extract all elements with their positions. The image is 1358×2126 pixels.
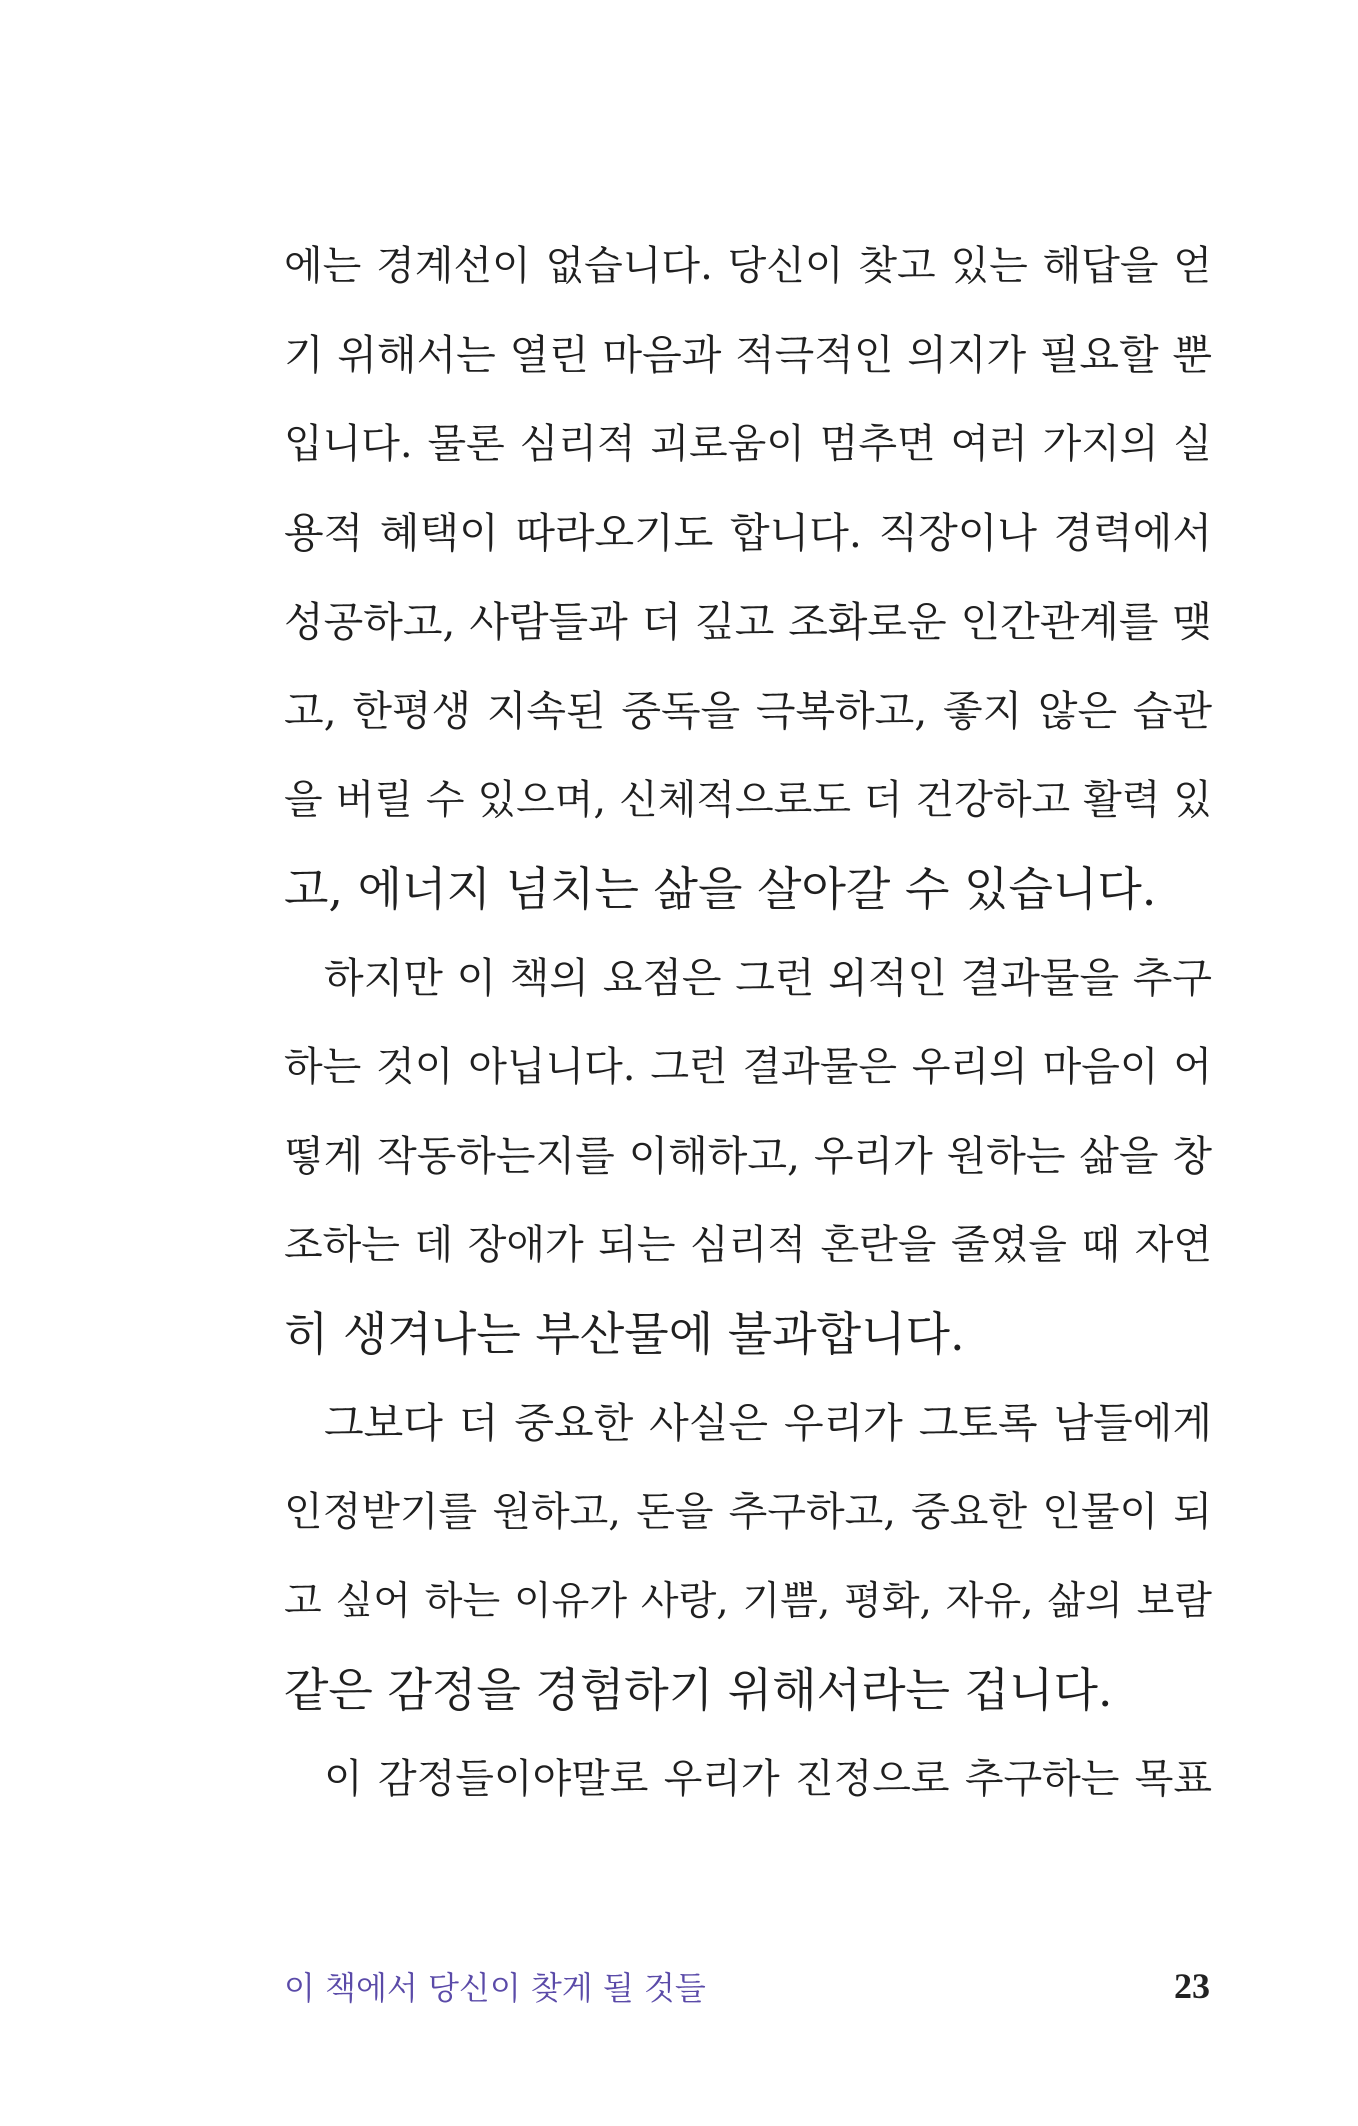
text-line-3: 입니다. 물론 심리적 괴로움이 멈추면 여러 가지의 실: [284, 421, 1212, 467]
text-line-15: 인정받기를 원하고, 돈을 추구하고, 중요한 인물이 되: [284, 1489, 1212, 1535]
text-line-11: 떻게 작동하는지를 이해하고, 우리가 원하는 삶을 창: [284, 1132, 1212, 1180]
text-line-10: 하는 것이 아닙니다. 그런 결과물은 우리의 마음이 어: [284, 1044, 1212, 1090]
text-line-6: 고, 한평생 지속된 중독을 극복하고, 좋지 않은 습관: [284, 687, 1212, 735]
text-line-18: 이 감정들이야말로 우리가 진정으로 추구하는 목표: [324, 1756, 1212, 1802]
text-line-5: 성공하고, 사람들과 더 깊고 조화로운 인간관계를 맺: [284, 598, 1212, 646]
text-line-7: 을 버릴 수 있으며, 신체적으로도 더 건강하고 활력 있: [284, 777, 1212, 823]
text-line-14: 그보다 더 중요한 사실은 우리가 그토록 남들에게: [324, 1399, 1212, 1447]
text-line-2: 기 위해서는 열린 마음과 적극적인 의지가 필요할 뿐: [284, 331, 1212, 379]
body-text: [284, 222, 1212, 1824]
text-line-12: 조하는 데 장애가 되는 심리적 혼란을 줄였을 때 자연: [284, 1222, 1212, 1268]
text-line-17: 같은 감정을 경험하기 위해서라는 겁니다.: [284, 1663, 1113, 1717]
text-line-4: 용적 혜택이 따라오기도 합니다. 직장이나 경력에서: [284, 509, 1212, 557]
page-number: 23: [1174, 1966, 1210, 2006]
text-line-16: 고 싶어 하는 이유가 사랑, 기쁨, 평화, 자유, 삶의 보람: [284, 1579, 1212, 1624]
running-footer-title: 이 책에서 당신이 찾게 될 것들: [284, 1969, 706, 2007]
text-line-13: 히 생겨나는 부산물에 불과합니다.: [284, 1307, 965, 1361]
text-line-1: 에는 경계선이 없습니다. 당신이 찾고 있는 해답을 얻: [284, 243, 1212, 289]
text-line-9: 하지만 이 책의 요점은 그런 외적인 결과물을 추구: [324, 954, 1212, 1002]
text-line-8: 고, 에너지 넘치는 삶을 살아갈 수 있습니다.: [284, 862, 1157, 916]
